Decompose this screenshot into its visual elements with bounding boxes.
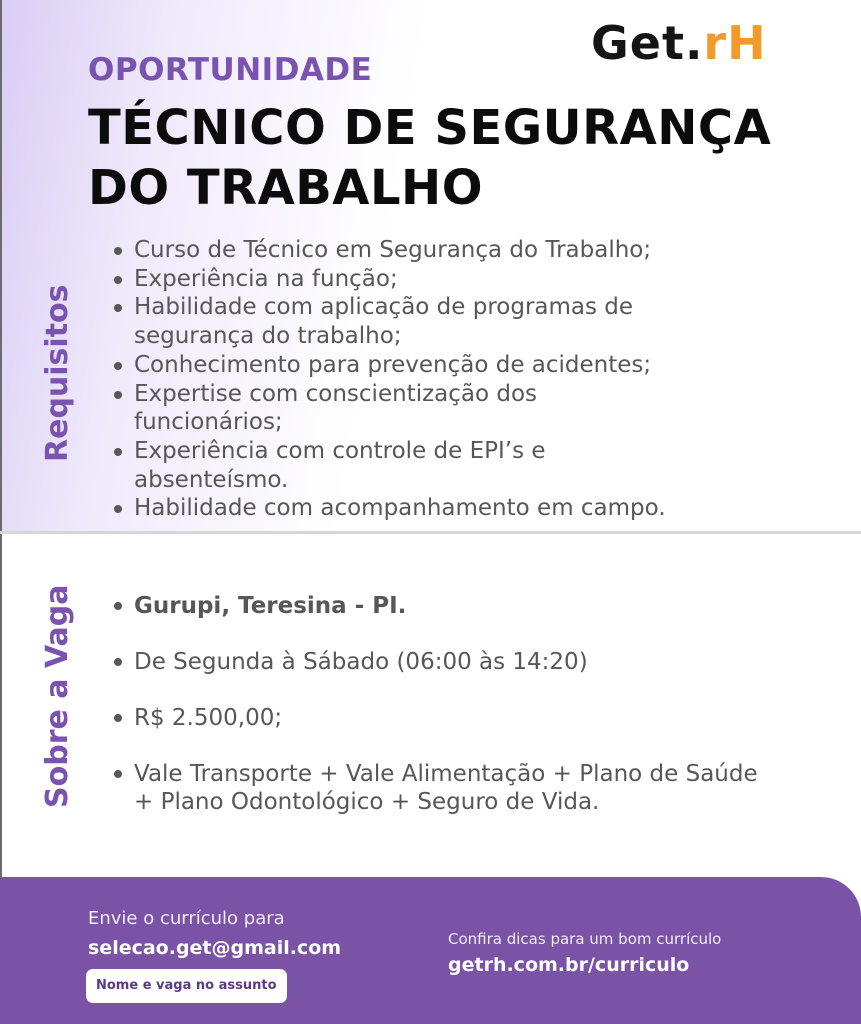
subject-badge: Nome e vaga no assunto: [86, 969, 287, 1003]
kicker-label: OPORTUNIDADE: [88, 52, 373, 88]
list-item: Experiência na função;: [110, 265, 810, 294]
list-item: Conhecimento para prevenção de acidentes;: [110, 351, 810, 380]
send-cv-label: Envie o currículo para: [88, 908, 285, 929]
list-item: Expertise com conscientização dos funcionários;: [110, 380, 634, 437]
job-title: TÉCNICO DE SEGURANÇA DO TRABALHO: [88, 100, 772, 216]
tips-label: Confira dicas para um bom currículo: [448, 930, 722, 948]
job-info-list: [110, 592, 810, 844]
requirements-list: [110, 236, 810, 523]
email-link[interactable]: selecao.get@gmail.com: [88, 937, 342, 959]
list-item: Habilidade com acompanhamento em campo.: [110, 494, 810, 523]
list-item: Curso de Técnico em Segurança do Trabalho;: [110, 236, 810, 265]
location-item: Gurupi, Teresina - PI.: [110, 592, 810, 620]
benefits-item: Vale Transporte + Vale Alimentação + Plano de Saúde + Plano Odontológico + Seguro de Vida.: [110, 760, 774, 816]
list-item: Habilidade com aplicação de programas de segurança do trabalho;: [110, 293, 734, 350]
list-item: Experiência com controle de EPI’s e absenteísmo.: [110, 437, 634, 494]
sobre-vaga-label: Sobre a Vaga: [40, 584, 75, 808]
footer-banner: [0, 877, 861, 1024]
salary-item: R$ 2.500,00;: [110, 704, 810, 732]
tips-url-link[interactable]: getrh.com.br/curriculo: [448, 954, 690, 976]
getrh-logo: Get.rH: [591, 16, 767, 70]
schedule-item: De Segunda à Sábado (06:00 às 14:20): [110, 648, 810, 676]
requisitos-label: Requisitos: [40, 284, 75, 462]
